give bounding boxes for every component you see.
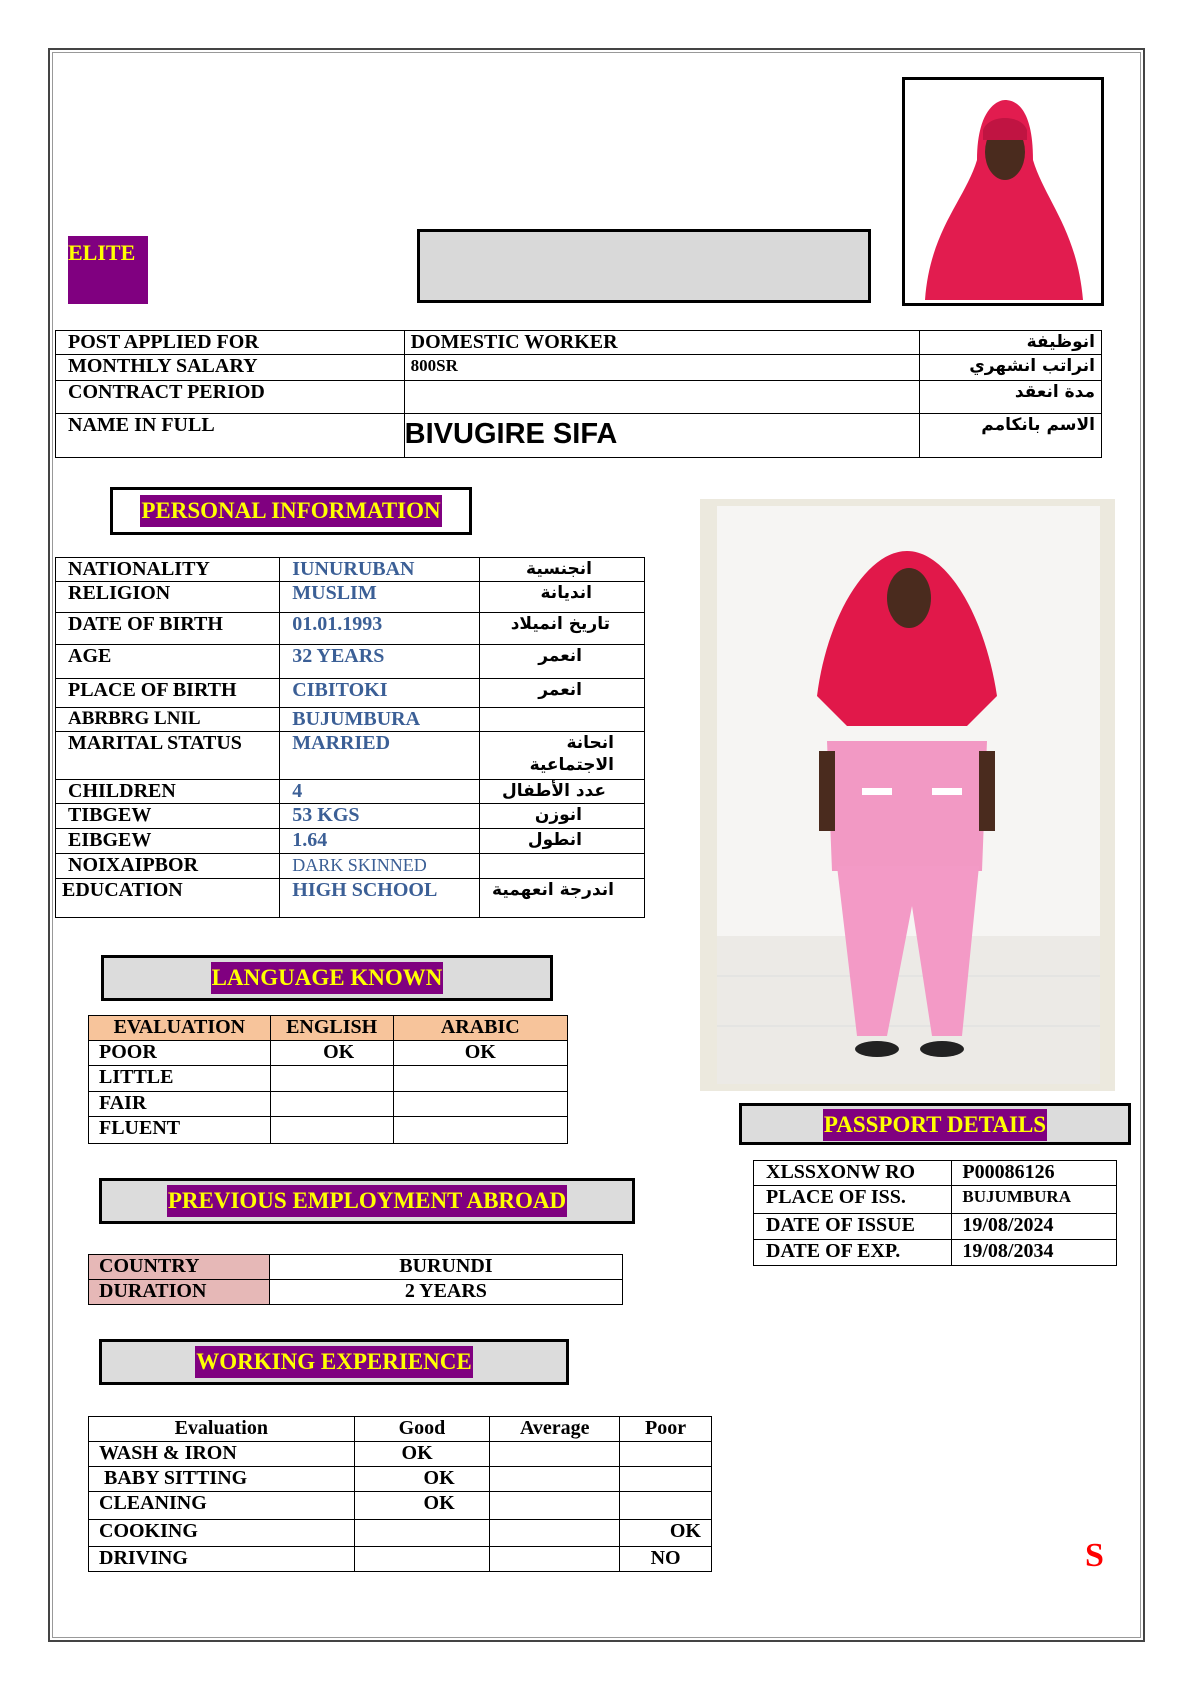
working-cell: [490, 1442, 620, 1467]
personal-label: NATIONALITY: [56, 558, 280, 582]
top-arabic: انراتب انشهري: [920, 355, 1102, 381]
personal-value: MUSLIM: [280, 582, 479, 613]
passport-label: DATE OF ISSUE: [754, 1214, 952, 1240]
passport-value: BUJUMBURA: [952, 1186, 1117, 1214]
brand-badge: [68, 236, 148, 304]
working-col-header: Poor: [620, 1417, 712, 1442]
top-value: DOMESTIC WORKER: [404, 331, 919, 355]
personal-value: DARK SKINNED: [280, 854, 479, 879]
table-row: [89, 1066, 568, 1092]
previous-employment-table: [88, 1254, 623, 1305]
personal-value: 53 KGS: [280, 804, 479, 829]
personal-label: CHILDREN: [56, 780, 280, 804]
table-row: [56, 645, 645, 679]
passport-value: 19/08/2034: [952, 1240, 1117, 1266]
passport-label: PLACE OF ISS.: [754, 1186, 952, 1214]
portrait-image: [905, 80, 1101, 303]
personal-arabic: انعمر: [479, 679, 644, 708]
working-cell: [620, 1442, 712, 1467]
working-cell: [490, 1547, 620, 1572]
language-col-header: ENGLISH: [270, 1016, 393, 1041]
top-value: [404, 381, 919, 414]
top-arabic: مدة انعقد: [920, 381, 1102, 414]
language-cell: OK: [270, 1041, 393, 1066]
personal-value: 01.01.1993: [280, 613, 479, 645]
personal-value: BUJUMBURA: [280, 708, 479, 732]
table-row: [89, 1442, 712, 1467]
language-cell: [393, 1117, 567, 1144]
personal-info-title: PERSONAL INFORMATION: [140, 495, 441, 527]
table-row: [89, 1280, 623, 1305]
table-row: [56, 381, 1102, 414]
table-header-row: [89, 1417, 712, 1442]
table-row: [89, 1255, 623, 1280]
table-row: [89, 1467, 712, 1492]
working-col-header: Evaluation: [89, 1417, 355, 1442]
working-col-header: Good: [354, 1417, 490, 1442]
previous-label: COUNTRY: [89, 1255, 270, 1280]
working-cell: [354, 1547, 490, 1572]
portrait-photo: [902, 77, 1104, 306]
table-row: [56, 829, 645, 854]
personal-value: 1.64: [280, 829, 479, 854]
table-row: [56, 732, 645, 780]
personal-arabic: تاريخ انميلاد: [479, 613, 644, 645]
table-row: [56, 879, 645, 918]
working-cell: OK: [354, 1492, 490, 1520]
working-cell: WASH & IRON: [89, 1442, 355, 1467]
passport-label: DATE OF EXP.: [754, 1240, 952, 1266]
working-cell: [490, 1520, 620, 1547]
working-cell: NO: [620, 1547, 712, 1572]
previous-employment-header: [99, 1178, 635, 1224]
working-cell: BABY SITTING: [89, 1467, 355, 1492]
previous-value: BURUNDI: [269, 1255, 622, 1280]
language-title: LANGUAGE KNOWN: [211, 962, 444, 994]
full-body-photo-frame: [717, 506, 1100, 1084]
personal-label: DATE OF BIRTH: [56, 613, 280, 645]
personal-label: TIBGEW: [56, 804, 280, 829]
table-row: [56, 331, 1102, 355]
language-cell: FAIR: [89, 1092, 271, 1117]
personal-value: 32 YEARS: [280, 645, 479, 679]
working-experience-header: [99, 1339, 569, 1385]
language-col-header: EVALUATION: [89, 1016, 271, 1041]
language-cell: FLUENT: [89, 1117, 271, 1144]
table-row: [89, 1041, 568, 1066]
table-row: [754, 1214, 1117, 1240]
personal-info-header: [110, 487, 472, 535]
working-experience-table: [88, 1416, 712, 1572]
personal-info-table: [55, 557, 645, 918]
personal-label: PLACE OF BIRTH: [56, 679, 280, 708]
passport-details-title: PASSPORT DETAILS: [823, 1109, 1047, 1141]
working-cell: [490, 1467, 620, 1492]
table-row: [56, 780, 645, 804]
table-row: [754, 1240, 1117, 1266]
working-experience-title: WORKING EXPERIENCE: [195, 1346, 472, 1378]
passport-details-header: [739, 1103, 1131, 1145]
personal-arabic: [479, 854, 644, 879]
language-table: [88, 1015, 568, 1144]
language-cell: OK: [393, 1041, 567, 1066]
language-cell: [393, 1066, 567, 1092]
top-arabic: الاسم بانكامم: [920, 414, 1102, 458]
personal-label: ABRBRG LNIL: [56, 708, 280, 732]
passport-details-table: [753, 1160, 1117, 1266]
full-body-image: [717, 506, 1100, 1084]
previous-label: DURATION: [89, 1280, 270, 1305]
working-cell: COOKING: [89, 1520, 355, 1547]
working-col-header: Average: [490, 1417, 620, 1442]
language-cell: [270, 1117, 393, 1144]
top-info-table: [55, 330, 1102, 458]
personal-value: HIGH SCHOOL: [280, 879, 479, 918]
personal-arabic: انجنسية: [479, 558, 644, 582]
personal-label: AGE: [56, 645, 280, 679]
personal-label: NOIXAIPBOR: [56, 854, 280, 879]
table-row: [754, 1186, 1117, 1214]
working-cell: OK: [620, 1520, 712, 1547]
top-value: 800SR: [404, 355, 919, 381]
table-row: [754, 1161, 1117, 1186]
personal-value: CIBITOKI: [280, 679, 479, 708]
language-header: [101, 955, 553, 1001]
passport-value: 19/08/2024: [952, 1214, 1117, 1240]
personal-value: IUNURUBAN: [280, 558, 479, 582]
table-row: [56, 414, 1102, 458]
personal-arabic: انديانة: [479, 582, 644, 613]
footer-mark: S: [1085, 1537, 1104, 1574]
table-row: [56, 558, 645, 582]
personal-arabic: عدد الأطفال: [479, 780, 644, 804]
top-label: CONTRACT PERIOD: [56, 381, 405, 414]
table-row: [56, 679, 645, 708]
top-label: NAME IN FULL: [56, 414, 405, 458]
personal-label: EDUCATION: [56, 879, 280, 918]
table-row: [89, 1092, 568, 1117]
table-row: [56, 708, 645, 732]
working-cell: [354, 1520, 490, 1547]
table-row: [56, 582, 645, 613]
table-row: [56, 854, 645, 879]
language-col-header: ARABIC: [393, 1016, 567, 1041]
working-cell: OK: [354, 1467, 490, 1492]
language-cell: LITTLE: [89, 1066, 271, 1092]
passport-label: XLSSXONW RO: [754, 1161, 952, 1186]
language-cell: POOR: [89, 1041, 271, 1066]
table-row: [56, 613, 645, 645]
top-label: POST APPLIED FOR: [56, 331, 405, 355]
full-body-photo: [700, 499, 1115, 1091]
previous-employment-title: PREVIOUS EMPLOYMENT ABROAD: [167, 1185, 567, 1217]
top-label: MONTHLY SALARY: [56, 355, 405, 381]
working-cell: CLEANING: [89, 1492, 355, 1520]
working-cell: OK: [354, 1442, 490, 1467]
language-cell: [270, 1066, 393, 1092]
personal-label: MARITAL STATUS: [56, 732, 280, 780]
language-cell: [270, 1092, 393, 1117]
table-header-row: [89, 1016, 568, 1041]
table-row: [56, 804, 645, 829]
passport-value: P00086126: [952, 1161, 1117, 1186]
personal-label: EIBGEW: [56, 829, 280, 854]
personal-value: 4: [280, 780, 479, 804]
working-cell: [620, 1492, 712, 1520]
table-row: [56, 355, 1102, 381]
working-cell: [490, 1492, 620, 1520]
brand-label: ELITE: [68, 240, 136, 265]
working-cell: DRIVING: [89, 1547, 355, 1572]
full-name: BIVUGIRE SIFA: [404, 414, 919, 458]
table-row: [89, 1547, 712, 1572]
table-row: [89, 1117, 568, 1144]
personal-arabic: اندرجة انعهمية: [479, 879, 644, 918]
personal-arabic: انعمر: [479, 645, 644, 679]
language-cell: [393, 1092, 567, 1117]
table-row: [89, 1492, 712, 1520]
personal-arabic: انحانة الاجتماعية: [479, 732, 644, 780]
top-arabic: انوظيفة: [920, 331, 1102, 355]
personal-arabic: [479, 708, 644, 732]
personal-value: MARRIED: [280, 732, 479, 780]
table-row: [89, 1520, 712, 1547]
personal-arabic: انطول: [479, 829, 644, 854]
personal-arabic: انوزن: [479, 804, 644, 829]
personal-label: RELIGION: [56, 582, 280, 613]
redacted-box: [417, 229, 871, 303]
previous-value: 2 YEARS: [269, 1280, 622, 1305]
working-cell: [620, 1467, 712, 1492]
